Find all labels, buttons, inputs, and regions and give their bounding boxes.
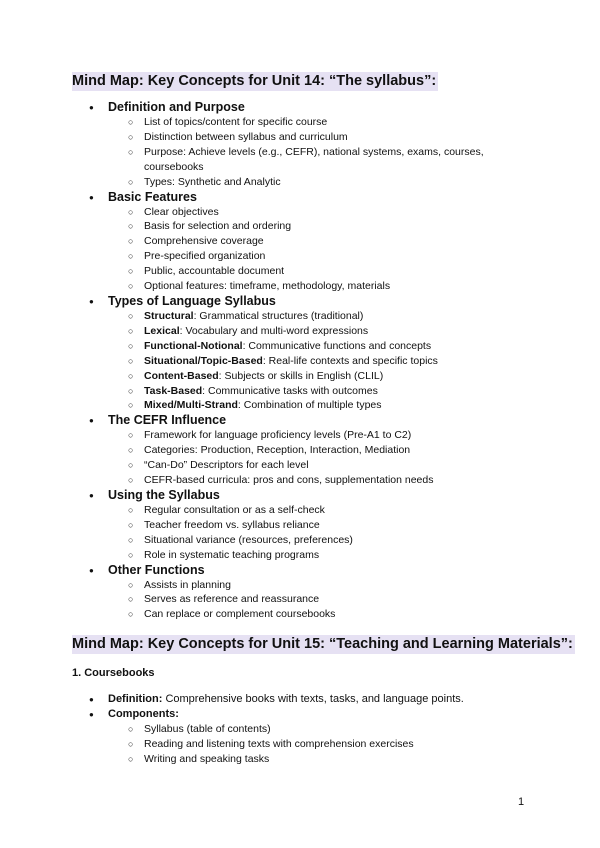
list-item <box>108 324 542 339</box>
definition-label: Definition: <box>108 693 163 705</box>
list-item: ○ Public, accountable document <box>108 264 542 279</box>
unit14-heading-text: Mind Map: Key Concepts for Unit 14: “The syllabus”: <box>72 73 437 89</box>
components-item <box>72 707 542 767</box>
syllabus-type-term: Structural <box>144 309 194 322</box>
section-title: ● Definition and Purpose <box>108 100 245 114</box>
syllabus-type-desc: : Subjects or skills in English (CLIL) <box>218 369 384 382</box>
syllabus-type-desc: : Real-life contexts and specific topics <box>262 354 438 367</box>
syllabus-type-term: Task-Based <box>144 384 203 397</box>
syllabus-type-desc: : Combination of multiple types <box>237 399 382 412</box>
syllabus-type-desc: : Communicative functions and concepts <box>242 339 432 352</box>
syllabus-type-term: Situational/Topic-Based <box>144 354 263 367</box>
list-item: ○ Distinction between syllabus and curriculum <box>108 130 542 145</box>
unit15-coursebooks-list <box>72 692 542 767</box>
list-item: ○ Optional features: timeframe, methodology, materials <box>108 279 542 294</box>
syllabus-type-desc: : Vocabulary and multi-word expressions <box>179 324 369 337</box>
sub-list <box>108 205 542 294</box>
syllabus-type-term: Mixed/Multi-Strand <box>144 399 238 412</box>
list-item: ○ Role in systematic teaching programs <box>108 548 542 563</box>
sub-list <box>108 722 542 767</box>
syllabus-type-desc: : Grammatical structures (traditional) <box>193 309 364 322</box>
section-definition-purpose <box>72 100 542 190</box>
unit15-heading-text: Mind Map: Key Concepts for Unit 15: “Teaching and Learning Materials”: <box>72 636 573 652</box>
list-item: ○ Clear objectives <box>108 205 542 220</box>
section-other-functions <box>72 563 542 623</box>
list-item: ○ Serves as reference and reassurance <box>108 592 542 607</box>
section-title: ● Types of Language Syllabus <box>108 293 276 308</box>
list-item: ○ Basis for selection and ordering <box>108 219 542 234</box>
list-item <box>108 384 542 399</box>
section-types-of-syllabus <box>72 294 542 413</box>
section-cefr-influence <box>72 413 542 488</box>
list-item <box>108 398 542 413</box>
section-title: ● Other Functions <box>108 562 205 577</box>
list-item: ○ Situational variance (resources, preferences) <box>108 533 542 548</box>
syllabus-type-term: Content-Based <box>144 369 219 382</box>
sub-list <box>108 428 542 488</box>
list-item: ○ Writing and speaking tasks <box>108 752 542 767</box>
page-number: 1 <box>518 796 525 808</box>
section-title: ● The CEFR Influence <box>108 413 227 428</box>
unit14-heading <box>72 72 438 90</box>
list-item: ○ Comprehensive coverage <box>108 234 542 249</box>
sub-list <box>108 115 542 190</box>
list-item: ○ Can replace or complement coursebooks <box>108 607 542 622</box>
list-item: ○ Regular consultation or as a self-check <box>108 503 542 518</box>
list-item: ○ Assists in planning <box>108 578 542 593</box>
syllabus-type-term: Lexical <box>144 324 180 337</box>
list-item: ○ Types: Synthetic and Analytic <box>108 175 542 190</box>
unit15-heading <box>72 635 575 653</box>
definition-text: Comprehensive books with texts, tasks, and language points. <box>162 693 464 705</box>
list-item <box>108 369 542 384</box>
components-label: ● Components: <box>108 708 179 720</box>
sub-list <box>108 309 542 413</box>
list-item <box>108 354 542 369</box>
definition-item <box>72 692 542 707</box>
sub-list <box>108 503 542 563</box>
list-item: ○ CEFR-based curricula: pros and cons, supplementation needs <box>108 473 542 488</box>
section-basic-features <box>72 190 542 294</box>
list-item: ○ Pre-specified organization <box>108 249 542 264</box>
sub-list <box>108 578 542 623</box>
list-item <box>108 309 542 324</box>
syllabus-type-desc: : Communicative tasks with outcomes <box>202 384 378 397</box>
list-item: ○ Reading and listening texts with comprehension exercises <box>108 737 542 752</box>
section-using-syllabus <box>72 488 542 563</box>
section-title: ● Basic Features <box>108 189 197 204</box>
list-item <box>108 339 542 354</box>
definition-line <box>108 692 542 707</box>
unit14-mindmap-list <box>72 100 542 622</box>
list-item: ○ List of topics/content for specific course <box>108 115 542 130</box>
syllabus-type-term: Functional-Notional <box>144 339 243 352</box>
list-item: ○ Framework for language proficiency levels (Pre-A1 to C2) <box>108 428 542 443</box>
list-item: ○ Teacher freedom vs. syllabus reliance <box>108 518 542 533</box>
section-title: ● Using the Syllabus <box>108 487 220 502</box>
coursebooks-subheading: 1. Coursebooks <box>72 667 155 679</box>
list-item: ○ Categories: Production, Reception, Interaction, Mediation <box>108 443 542 458</box>
list-item: ○ Purpose: Achieve levels (e.g., CEFR), national systems, exams, courses, coursebooks <box>108 145 542 175</box>
list-item: ○ “Can-Do” Descriptors for each level <box>108 458 542 473</box>
list-item: ○ Syllabus (table of contents) <box>108 722 542 737</box>
